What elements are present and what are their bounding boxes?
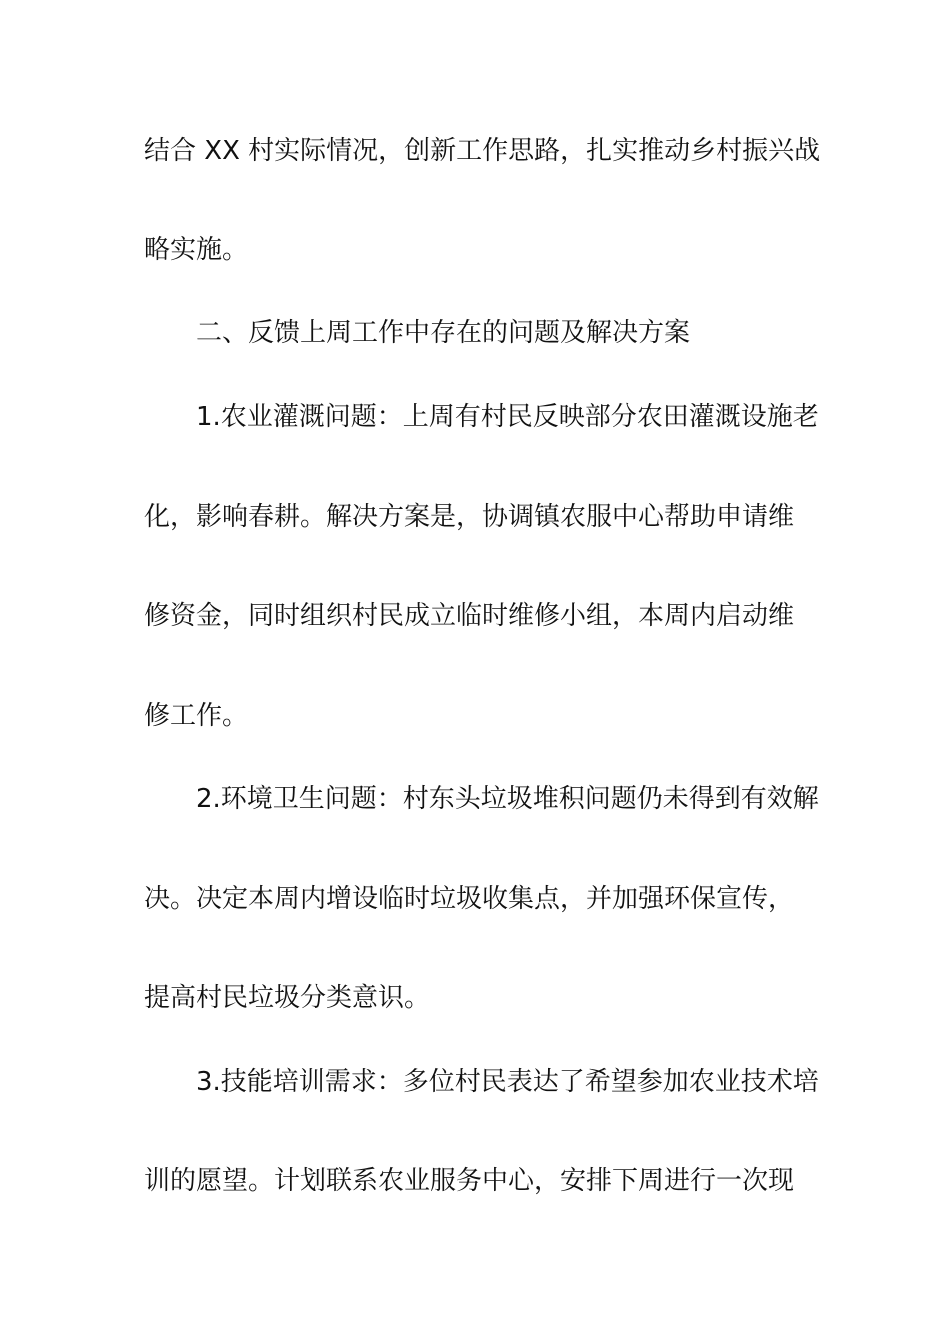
paragraph-line: 决。决定本周内增设临时垃圾收集点，并加强环保宣传， xyxy=(144,884,795,914)
paragraph-line: 结合 XX 村实际情况，创新工作思路，扎实推动乡村振兴战 xyxy=(144,136,821,166)
paragraph-line: 提高村民垃圾分类意识。 xyxy=(144,983,431,1013)
paragraph-line: 3.技能培训需求：多位村民表达了希望参加农业技术培 xyxy=(196,1067,819,1097)
paragraph-line: 修资金，同时组织村民成立临时维修小组，本周内启动维 xyxy=(144,601,795,631)
paragraph-line: 训的愿望。计划联系农业服务中心，安排下周进行一次现 xyxy=(144,1166,795,1196)
paragraph-line: 略实施。 xyxy=(144,235,249,265)
paragraph-line: 2.环境卫生问题：村东头垃圾堆积问题仍未得到有效解 xyxy=(196,784,819,814)
paragraph-line: 修工作。 xyxy=(144,701,249,731)
paragraph-line: 1.农业灌溉问题：上周有村民反映部分农田灌溉设施老 xyxy=(196,402,819,432)
paragraph-line: 化，影响春耕。解决方案是，协调镇农服中心帮助申请维 xyxy=(144,502,795,532)
section-heading: 二、反馈上周工作中存在的问题及解决方案 xyxy=(196,318,691,348)
